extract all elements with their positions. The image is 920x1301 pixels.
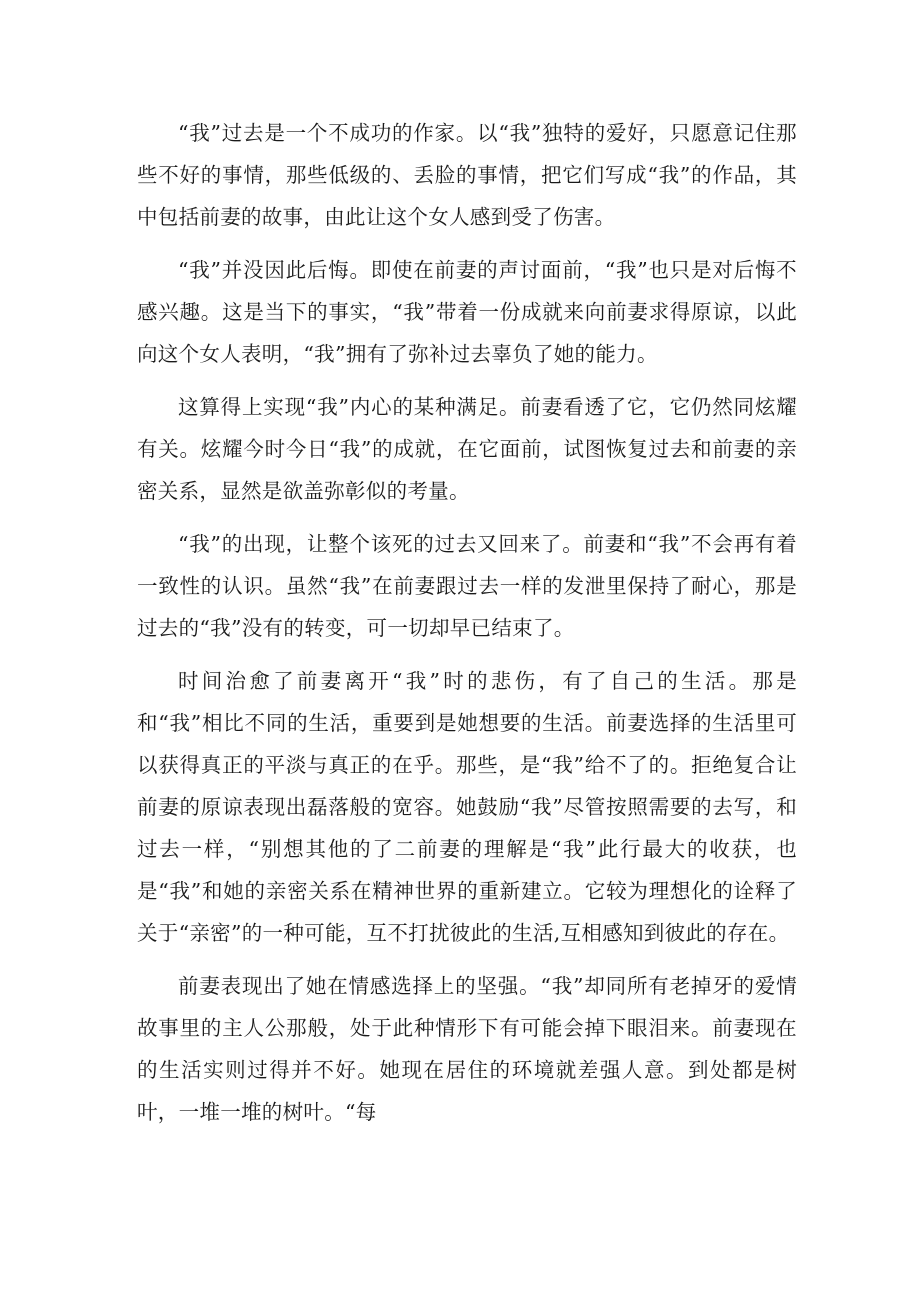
paragraph-3: 这算得上实现“我”内心的某种满足。前妻看透了它，它仍然同炫耀有关。炫耀今时今日“我”的成就，在它面前，试图恢复过去和前妻的亲密关系，显然是欲盖弥彰似的考量。 [137,395,797,503]
paragraph-5: 时间治愈了前妻离开“我”时的悲伤，有了自己的生活。那是和“我”相比不同的生活，重要到是她想要的生活。前妻选择的生活里可以获得真正的平淡与真正的在乎。那些，是“我”给不了的。拒绝复合让前妻的原谅表现出磊落般的宽容。她鼓励“我”尽管按照需要的去写，和过去一样，“别想其他的了二前妻的理解是“我”此行最大的收获，也是“我”和她的亲密关系在精神世界的重新建立。它较为理想化的诠释了关于“亲密”的一种可能，互不打扰彼此的生活,互相感知到彼此的存在。 [137,669,797,945]
article-body [137,112,797,1144]
paragraph-4: “我”的出现，让整个该死的过去又回来了。前妻和“我”不会再有着一致性的认识。虽然“我”在前妻跟过去一样的发泄里保持了耐心，那是过去的“我”没有的转变，可一切却早已结束了。 [137,532,797,640]
paragraph-1: “我”过去是一个不成功的作家。以“我”独特的爱好，只愿意记住那些不好的事情，那些低级的、丢脸的事情，把它们写成“我”的作品，其中包括前妻的故事，由此让这个女人感到受了伤害。 [137,121,797,229]
paragraph-2: “我”并没因此后悔。即使在前妻的声讨面前，“我”也只是对后悔不感兴趣。这是当下的事实，“我”带着一份成就来向前妻求得原谅，以此向这个女人表明，“我”拥有了弥补过去辜负了她的能力。 [137,258,797,366]
paragraph-6: 前妻表现出了她在情感选择上的坚强。“我”却同所有老掉牙的爱情故事里的主人公那般，处于此种情形下有可能会掉下眼泪来。前妻现在的生活实则过得并不好。她现在居住的环境就差强人意。到处都是树叶，一堆一堆的树叶。“每 [137,974,797,1124]
